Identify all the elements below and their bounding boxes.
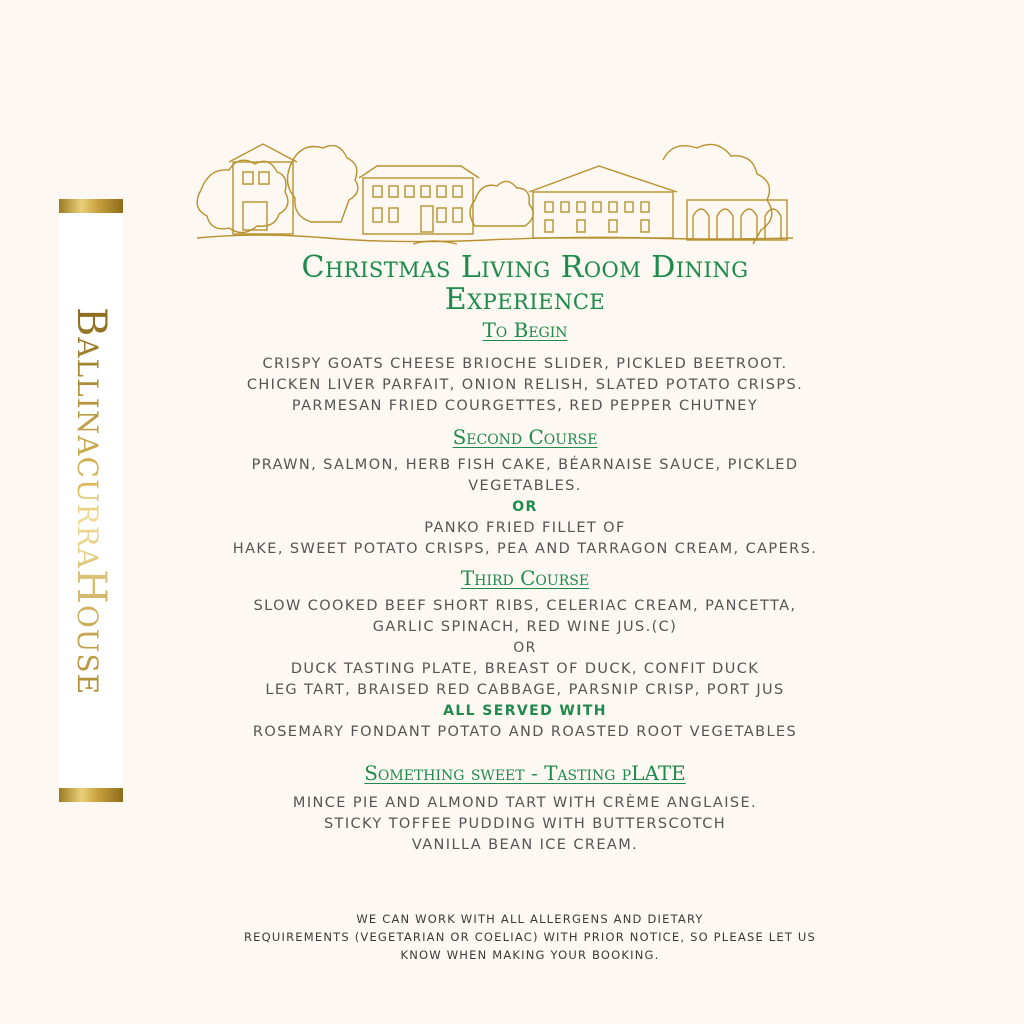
allergen-notice-line: WE CAN WORK WITH ALL ALLERGENS AND DIETARY bbox=[356, 912, 704, 926]
menu-title bbox=[180, 252, 870, 316]
or-separator: OR bbox=[513, 640, 537, 656]
menu-content bbox=[180, 252, 870, 856]
menu-title-line2: Experience bbox=[444, 282, 606, 317]
menu-item: VEGETABLES. bbox=[468, 478, 582, 494]
section-heading-to-begin: To Begin bbox=[482, 318, 568, 342]
gold-bar-top bbox=[59, 199, 123, 213]
menu-item: STICKY TOFFEE PUDDING WITH BUTTERSCOTCH bbox=[323, 816, 727, 832]
section-heading-dessert: Something sweet - Tasting pLATE bbox=[364, 761, 686, 785]
gold-bar-bottom bbox=[59, 788, 123, 802]
menu-title-line1: Christmas Living Room Dining bbox=[301, 250, 749, 285]
brand-vertical-name: BallinacurraHouse bbox=[68, 306, 114, 695]
menu-item: HAKE, SWEET POTATO CRISPS, PEA AND TARRAGON CREAM, CAPERS. bbox=[232, 541, 818, 557]
allergen-notice-line: KNOW WHEN MAKING YOUR BOOKING. bbox=[400, 948, 660, 962]
menu-item: SLOW COOKED BEEF SHORT RIBS, CELERIAC CREAM, PANCETTA, bbox=[253, 598, 797, 614]
allergen-notice bbox=[190, 910, 870, 964]
section-heading-second-course: Second Course bbox=[452, 425, 598, 449]
menu-item: GARLIC SPINACH, RED WINE JUS.(C) bbox=[372, 619, 678, 635]
house-illustration bbox=[193, 130, 797, 260]
allergen-notice-line: REQUIREMENTS (VEGETARIAN OR COELIAC) WITH PRIOR NOTICE, SO PLEASE LET US bbox=[243, 930, 817, 944]
menu-item: ROSEMARY FONDANT POTATO AND ROASTED ROOT VEGETABLES bbox=[252, 724, 798, 740]
menu-item: PARMESAN FRIED COURGETTES, RED PEPPER CHUTNEY bbox=[291, 398, 759, 414]
menu-item: CRISPY GOATS CHEESE BRIOCHE SLIDER, PICKLED BEETROOT. bbox=[262, 356, 788, 372]
menu-item: CHICKEN LIVER PARFAIT, ONION RELISH, SLATED POTATO CRISPS. bbox=[246, 377, 804, 393]
menu-item: VANILLA BEAN ICE CREAM. bbox=[411, 837, 639, 853]
menu-item: MINCE PIE AND ALMOND TART WITH CRÈME ANGLAISE. bbox=[292, 795, 758, 811]
section-heading-third-course: Third Course bbox=[460, 566, 590, 590]
menu-item: DUCK TASTING PLATE, BREAST OF DUCK, CONFIT DUCK bbox=[290, 661, 760, 677]
menu-item: PRAWN, SALMON, HERB FISH CAKE, BÉARNAISE SAUCE, PICKLED bbox=[251, 457, 799, 473]
menu-item: PANKO FRIED FILLET OF bbox=[424, 520, 626, 536]
brand-banner bbox=[59, 199, 123, 802]
or-separator: OR bbox=[512, 499, 538, 515]
served-with-label: ALL SERVED WITH bbox=[443, 703, 607, 719]
menu-item: LEG TART, BRAISED RED CABBAGE, PARSNIP CRISP, PORT JUS bbox=[265, 682, 785, 698]
